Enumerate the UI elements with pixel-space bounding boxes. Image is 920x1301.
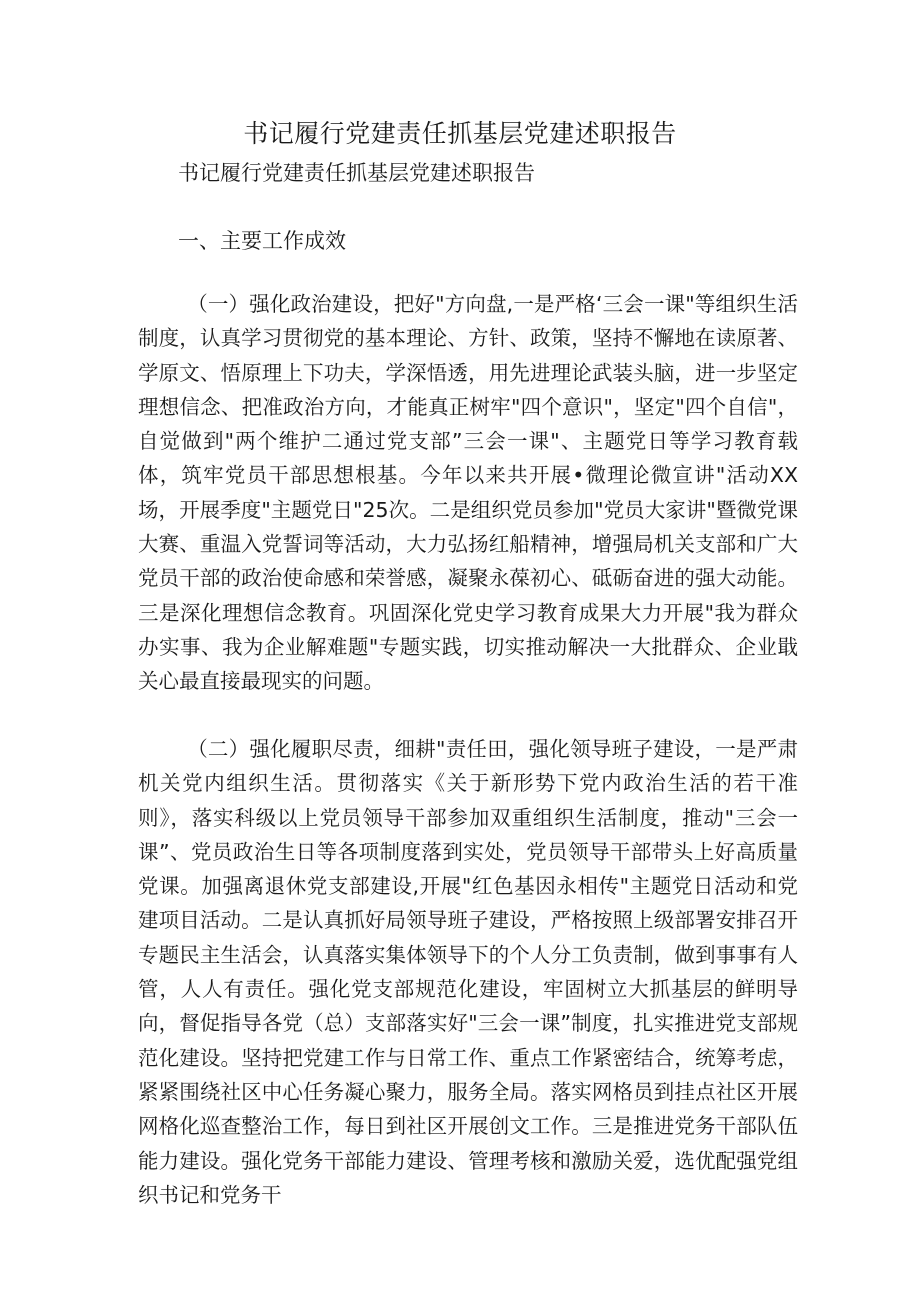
- document-title: 书记履行党建责任抓基层党建述职报告: [243, 119, 677, 148]
- paragraph-political-construction: （一）强化政治建设，把好"方向盘,一是严格‘三会一课"等组织生活制度，认真学习贯彻党的基本理论、方针、政策，坚持不懈地在读原著、学原文、悟原理上下功夫，学深悟透，用先进理论武装头脑，进一步坚定理想信念、把准政治方向，才能真正树牢"四个意识"，坚定"四个自信"，自觉做到"两个维护二通过党支部”三会一课"、主题党日等学习教育载体，筑牢党员干部思想根基。今年以来共开展•微理论微宣讲"活动XX场，开展季度"主题党日"25次。二是组织党员参加"党员大家讲"暨微党课大赛、重温入党誓词等活动，大力弘扬红船精神，增强局机关支部和广大党员干部的政治使命感和荣誉感，凝聚永葆初心、砥砺奋进的强大动能。三是深化理想信念教育。巩固深化党史学习教育成果大力开展"我为群众办实事、我为企业解难题"专题实践，切实推动解决一大批群众、企业戢关心最直接最现实的问题。: [138, 292, 798, 694]
- paragraph-duty-fulfillment: （二）强化履职尽责，细耕"责任田，强化领导班子建设，一是严肃机关党内组织生活。贯彻落实《关于新形势下党内政治生活的若干准则》，落实科级以上党员领导干部参加双重组织生活制度，推动"三会一课”、党员政治生日等各项制度落到实处，党员领导干部带头上好高质量党课。加强离退休党支部建设,开展"红色基因永相传"主题党日活动和党建项目活动。二是认真抓好局领导班子建设，严格按照上级部署安排召开专题民主生活会，认真落实集体领导下的个人分工负责制，做到事事有人管，人人有责任。强化党支部规范化建设，牢固树立大抓基层的鲜明导向，督促指导各党（总）支部落实好"三会一课”制度，扎实推进党支部规范化建设。坚持把党建工作与日常工作、重点工作紧密结合，统筹考虑，紧紧围绕社区中心任务凝心聚力，服务全局。落实网格员到挂点社区开展网格化巡查整治工作，每日到社区开展创文工作。三是推进党务干部队伍能力建设。强化党务干部能力建设、管理考核和激励关爱，选优配强党组织书记和党务干: [138, 737, 798, 1207]
- section-heading: 一、主要工作成效: [178, 229, 346, 253]
- document-subtitle: 书记履行党建责任抓基层党建述职报告: [178, 161, 535, 185]
